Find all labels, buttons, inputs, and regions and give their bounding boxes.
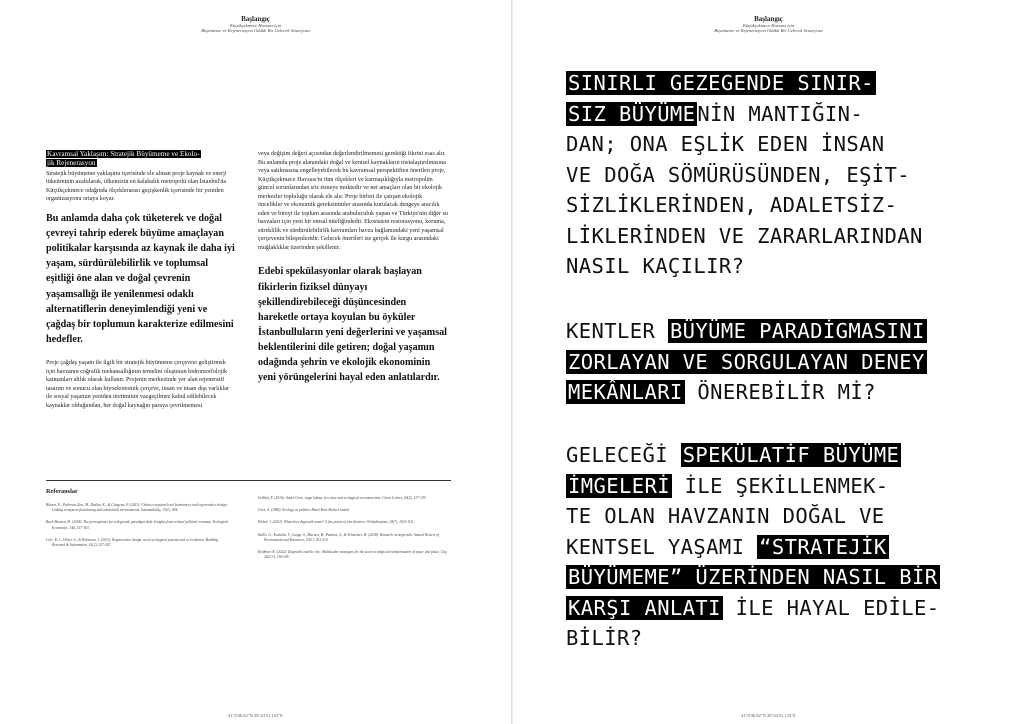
question-text: BİLİR? [566, 626, 643, 650]
highlight-text: SINIRLI GEZEGENDE SINIR- [568, 71, 874, 95]
question-text: KENTLER [566, 319, 668, 343]
pull-quote: Edebi spekülasyonlar olarak başlayan fikirlerin fiziksel dünyayı şekillendirebileceği düşüncesinden hareketle ortaya koyulan bu öyküler İstanbulluların yeni değerlerini ve yaşamsal beklentilerini dile getiren; doğal yaşamın odağında şehrin ve ekolojik ekonominin yeni yörüngelerini hayal eden anlatılardır. [258, 266, 447, 384]
left-page [0, 0, 511, 724]
question-text: DAN; ONA EŞLİK EDEN İNSAN [566, 132, 885, 156]
highlight-text: BÜYÜMEME” ÜZERİNDEN NASIL BİR [568, 565, 938, 589]
reference-item: Krähmer, K. (2022). Degrowth and the city: Multiscalar strategies for the socio-ecological transformation of space and place. City, 26(2-3), 316-345. [258, 550, 448, 560]
running-header [0, 15, 511, 34]
section-title-line-2: jik Rejenerasyon [47, 159, 96, 168]
reference-item: Cole, R. J., Oliver, A., & Robinson, J. (2013). Regenerative design, socio-ecological systems and co-evolution. Building Research & Information, 41(2), 237-247. [46, 537, 219, 548]
section-title [46, 150, 236, 169]
question-block-2 [566, 316, 996, 408]
highlight-text: KARŞI ANLATI [568, 595, 721, 620]
question-text: VE DOĞA SÖMÜRÜSÜNDEN, EŞİT- [566, 162, 911, 187]
highlight-text: BÜYÜME PARADİGMASINI [669, 319, 925, 343]
reference-item: Buch-Hansen, H. (2018). The prerequisites for a degrowth paradigm shift: Insights from critical political economy. Ecological Economics, 146, 157-163. [46, 520, 229, 530]
text-column-2 [258, 150, 448, 398]
body-paragraph: veya değişim değeri açısından değerlendirilmemesi gerektiği fikrini esas alır. Bu anlamda proje alanındaki doğal ve kentsel kaynakların metalaştırılmasına veya satılmasına engelleyebilecek bu kavramsal perspektiften önerilen proje, Küçükçekmece Havzası'nı tüm ölçekleri ve karmaşıklığıyla metropolün güncel sorunlarından söz etmeye muktedir ve net amaçları olan bir ekolojik merkezler topluluğu olarak ele alır. Proje birbiri ile çatışan ekolojik öncelikler ve ekonomik gereksinimler arasında kurulacak dengeye aracılık eden ve bireyi ile toplum arasında arabuluculuk yapan ve Türkiye'nin diğer su havzaları için yeni bir emsal niteliğindedir. Ekosistem restorasyonu, koruma, süreklilik ve sürdürülebilirlik kavramları havza bağlamındaki yeni yaşamsal çerçevenin bileşenleridir. Gelecek önerileri ise gerçek ile kurgu arasındaki muğlaklıklar üzerinden şekillenir. [258, 151, 449, 251]
body-paragraph: Proje çağdaş yaşam ile ilgili bir stratejik büyümeme çerçevesi geliştirmek için havzanın coğrafik mekansallığının temelini oluşturan hidromorfolojik katmanları altlık olarak kullanır. Projenin merkezinde yer alan rejeneratif tasarım ve sonucu olan biyoekonomik çerçeve, insan ve insan dışı varlıklar ile sosyal yaşamın yeniden üretiminin vazgeçilmez kabul edilebilecek kaynaklar olduğundan, her doğal kaynağın paraya çevrilmemesi [46, 360, 229, 409]
question-text: NİN MANTIĞIN- [697, 101, 864, 126]
reference-item: Gollain, F. (2016). André Gorz: wage labour, free time and ecological reconstruction. Green Letters, 20(2), 127-139. [258, 496, 427, 500]
highlight-text: “STRATEJİK [759, 534, 887, 559]
text-column-1 [46, 150, 236, 417]
reference-item: Gorz, A. (1980). Ecology as politics. Black Rose Books Limited. [258, 508, 350, 513]
running-header-title: Başlangıç [754, 15, 783, 23]
page-footer-coordinates: 41°0′46.92″N 28°44′51.133″E [228, 713, 283, 718]
question-text: LİKLERİNDEN VE ZARARLARINDAN [566, 223, 923, 248]
question-text: İLE HAYAL EDİLE- [722, 595, 940, 620]
reference-item: Kallis, G., Kostakis, V., Lange, S., Muraca, B., Paulson, S., & Schmelzer, M. (2018). Research on degrowth. Annual Review of Environment and Resources, 43(1), 291-316. [258, 532, 439, 542]
page-footer-coordinates: 41°0′46.92″N 28°44′51.133″E [741, 713, 796, 718]
body-paragraph: Stratejik büyümeme yaklaşımı içerisinde ele alınan proje kaynak ve enerji tüketiminin azaltılarak, ülkemizin en kalabalık metropolü olan İstanbul'da Küçükçekmece odağında ölçeklerarası geçişkenlik içerisinde bir yeniden organizasyonu ortaya koyar. [46, 170, 227, 203]
question-block-1 [566, 68, 996, 282]
highlight-text: SIZ BÜYÜME [568, 101, 696, 126]
question-text: TE OLAN HAVZANIN DOĞAL VE [566, 504, 885, 528]
references-column-1 [46, 488, 231, 555]
question-text: ÖNEREBİLİR Mİ? [684, 380, 876, 404]
highlight-text: ZORLAYAN VE SORGULAYAN DENEY [568, 349, 925, 374]
question-text: İLE ŞEKİLLENMEK- [671, 473, 889, 498]
running-header-subtitle-1: Küçükçekmece Havzası için [742, 23, 795, 29]
running-header-title: Başlangıç [241, 15, 270, 23]
pull-quote: Bu anlamda daha çok tüketerek ve doğal çevreyi tahrip ederek büyüme amaçlayan politikalar karşısında az kaynak ile daha iyi yaşam, sürdürülebilirlik ve toplumsal eşitliği öne alan ve doğal çevrenin yaşamsallığı ile yenilenmesi odaklı alternatiflerin deneyimlendiği yeni ve çağdaş bir toplumun karakterize edilmesini hedefler. [46, 212, 235, 345]
reference-item: Blanco, E., Pedersen Zari, M., Raskin, K., & Clergeau, P. (2021). Urban ecosystem-level biomimicry and regenerative design: Linking ecosystem functioning and urban built environments. Sustainability, 13(1), 404. [46, 503, 228, 513]
references-divider [46, 480, 451, 481]
highlight-text: İMGELERİ [568, 473, 670, 498]
question-text: SİZLİKLERİNDEN, ADALETSİZ- [566, 193, 898, 217]
running-header-subtitle-2: Büyümeme ve Rejenerasyon Odaklı Bir Gelecek Senaryosu [201, 28, 310, 34]
references-heading: Referanslar [46, 488, 78, 495]
running-header-subtitle-1: Küçükçekmece Havzası için [229, 23, 282, 29]
running-header [513, 15, 1024, 34]
question-block-3 [566, 440, 996, 654]
section-title-line-1: Kavramsal Yaklaşım: Stratejik Büyümeme ve Ekolo- [47, 150, 200, 158]
reference-item: Hickel, J. (2021). What does degrowth mean? A few points of clarification. Globalizations, 18(7), 1105-1111. [258, 520, 415, 525]
references-column-2 [258, 496, 448, 567]
highlight-text: SPEKÜLATİF BÜYÜME [682, 443, 900, 467]
question-text: NASIL KAÇILIR? [566, 254, 745, 278]
highlight-text: MEKÂNLARI [568, 380, 683, 404]
question-text: GELECEĞİ [566, 443, 681, 467]
question-text: KENTSEL YAŞAMI [566, 534, 758, 559]
running-header-subtitle-2: Büyümeme ve Rejenerasyon Odaklı Bir Gelecek Senaryosu [714, 28, 823, 34]
